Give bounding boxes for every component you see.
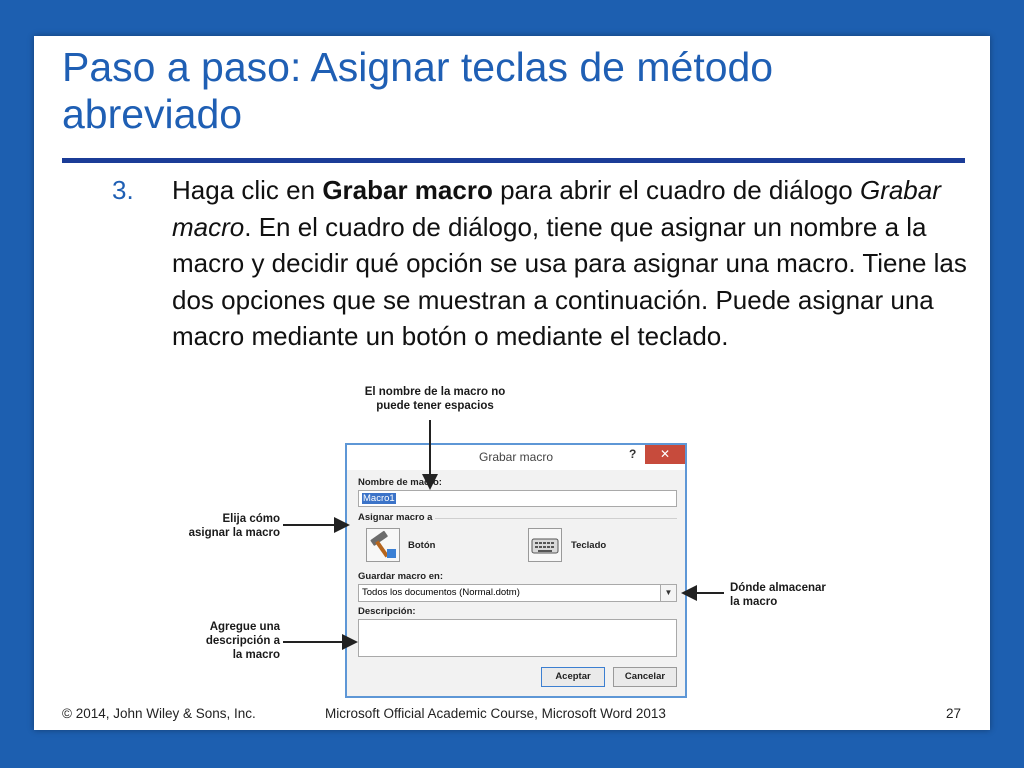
store-label: Guardar macro en: bbox=[358, 571, 443, 582]
description-label: Descripción: bbox=[358, 606, 416, 617]
button-option-label: Botón bbox=[408, 540, 436, 551]
cancel-button[interactable]: Cancelar bbox=[613, 667, 677, 687]
callout-assign-line2: asignar la macro bbox=[188, 527, 280, 539]
accept-button[interactable]: Aceptar bbox=[541, 667, 605, 687]
callout-description-line2: descripción a bbox=[205, 635, 280, 647]
callout-store-line2: la macro bbox=[730, 596, 778, 608]
callout-assign-line1: Elija cómo bbox=[222, 513, 280, 525]
step-text-part2: para abrir el cuadro de diálogo bbox=[492, 175, 860, 205]
step-number: 3. bbox=[112, 175, 134, 205]
step-text-bold: Grabar macro bbox=[322, 175, 493, 205]
footer-copyright: © 2014, John Wiley & Sons, Inc. bbox=[62, 706, 256, 721]
step-text-italic: Grabar macro bbox=[172, 175, 941, 242]
footer-page-number: 27 bbox=[946, 706, 962, 721]
step-text-part3: . En el cuadro de diálogo, tiene que asignar un nombre a la macro y decidir qué opción se usa para asignar una macro. Tiene las dos opciones que se muestran a continuación. Puede asignar una macro mediante un botón o mediante el teclado. bbox=[172, 211, 967, 351]
callout-name-line2: puede tener espacios bbox=[376, 400, 494, 412]
callout-store-line1: Dónde almacenar bbox=[730, 582, 826, 594]
step-text-part1: Haga clic en bbox=[172, 175, 323, 205]
help-icon[interactable]: ? bbox=[629, 447, 637, 461]
assign-group-label: Asignar macro a bbox=[358, 512, 433, 523]
slide-title: Paso a paso: Asignar teclas de método abreviado bbox=[62, 44, 774, 137]
dialog-title: Grabar macro bbox=[478, 450, 554, 464]
callout-description-line1: Agregue una bbox=[209, 621, 280, 633]
store-value: Todos los documentos (Normal.dotm) bbox=[362, 587, 520, 598]
callout-name-line1: El nombre de la macro no bbox=[364, 386, 506, 398]
macro-name-value: Macro1 bbox=[363, 493, 395, 504]
macro-name-label: Nombre de macro: bbox=[358, 477, 442, 488]
chevron-down-icon[interactable]: ▼ bbox=[660, 585, 676, 601]
keyboard-option-label: Teclado bbox=[571, 540, 607, 551]
close-button[interactable]: ✕ bbox=[645, 445, 685, 464]
footer-course: Microsoft Official Academic Course, Microsoft Word 2013 bbox=[325, 706, 666, 721]
callout-description-line3: la macro bbox=[232, 649, 280, 661]
